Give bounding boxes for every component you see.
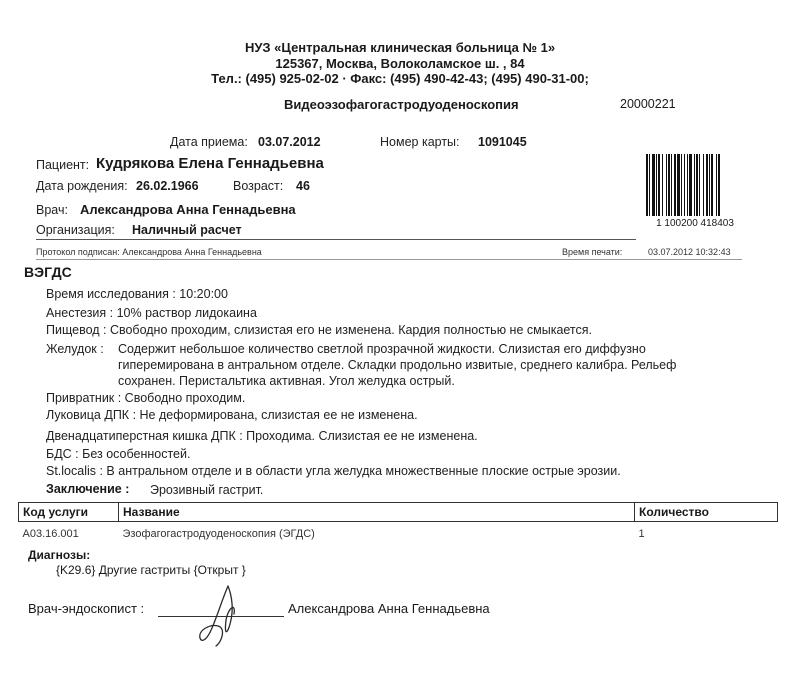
column-header-name: Название [119,503,635,522]
birth-date-label: Дата рождения: [36,179,128,193]
services-table [18,502,778,542]
column-header-code: Код услуги [19,503,119,522]
age-value: 46 [296,179,310,193]
conclusion-value: Эрозивный гастрит. [150,483,264,497]
org-phones: Тел.: (495) 925-02-02 · Факс: (495) 490-42-43; (495) 490-31-00; [211,71,589,86]
patient-name: Кудрякова Елена Геннадьевна [96,155,324,172]
document-number: 20000221 [620,97,676,111]
exam-anesthesia: Анестезия : 10% раствор лидокаина [46,306,257,320]
barcode-image [646,154,744,216]
protocol-underline [36,259,742,260]
protocol-signed: Протокол подписан: Александрова Анна Геннадьевна [36,247,262,257]
signature-name: Александрова Анна Геннадьевна [288,601,490,616]
doctor-name: Александрова Анна Геннадьевна [80,202,296,217]
visit-date-value: 03.07.2012 [258,135,321,149]
print-time-label: Время печати: [562,247,623,257]
column-header-quantity: Количество [635,503,778,522]
exam-heading: ВЭГДС [24,264,72,280]
exam-bulb: Луковица ДПК : Не деформирована, слизистая ее не изменена. [46,408,418,422]
organization-label: Организация: [36,223,115,237]
services-header-row [19,503,778,522]
org-name: НУЗ «Центральная клиническая больница № 1» [244,40,556,55]
conclusion-label: Заключение : [46,482,130,496]
exam-bds: БДС : Без особенностей. [46,447,191,461]
patient-underline [36,239,636,240]
barcode-number: 1 100200 418403 [656,218,734,229]
exam-stomach-line-2: гиперемирована в антральном отделе. Складки продольно извитые, среднего калибра. Рельеф [118,358,677,372]
exam-stomach-line-1: Содержит небольшое количество светлой прозрачной жидкости. Слизистая его диффузно [118,342,646,356]
diagnoses-label: Диагнозы: [28,548,91,562]
card-number-label: Номер карты: [380,135,460,149]
print-time-value: 03.07.2012 10:32:43 [648,247,731,257]
exam-stomach-label: Желудок : [46,342,104,356]
card-number-value: 1091045 [478,135,527,149]
exam-duodenum: Двенадцатиперстная кишка ДПК : Проходима. Слизистая ее не изменена. [46,429,478,443]
table-row [19,522,778,543]
handwritten-signature [188,580,258,652]
exam-st-localis: St.localis : В антральном отделе и в области угла желудка множественные плоские острые эрозии. [46,464,621,478]
exam-pylorus: Привратник : Свободно проходим. [46,391,246,405]
age-label: Возраст: [233,179,284,193]
organization-value: Наличный расчет [132,223,242,237]
service-name: Эзофагогастродуоденоскопия (ЭГДС) [122,528,315,540]
service-code: A03.16.001 [22,528,79,540]
exam-esophagus: Пищевод : Свободно проходим, слизистая его не изменена. Кардия полностью не смыкается. [46,323,593,337]
org-address: 125367, Москва, Волоколамское ш. , 84 [275,56,525,71]
service-quantity: 1 [638,528,645,540]
doctor-label: Врач: [36,203,68,217]
document-title: Видеоэзофагогастродуоденоскопия [284,97,519,112]
patient-label: Пациент: [36,158,90,172]
signature-label: Врач-эндоскопист : [28,601,145,616]
birth-date-value: 26.02.1966 [136,179,199,193]
diagnosis-item: {K29.6} Другие гастриты {Открыт } [56,563,246,577]
exam-stomach-line-3: сохранен. Перистальтика активная. Угол желудка острый. [118,374,455,388]
visit-date-label: Дата приема: [170,135,248,149]
exam-time: Время исследования : 10:20:00 [46,287,228,301]
